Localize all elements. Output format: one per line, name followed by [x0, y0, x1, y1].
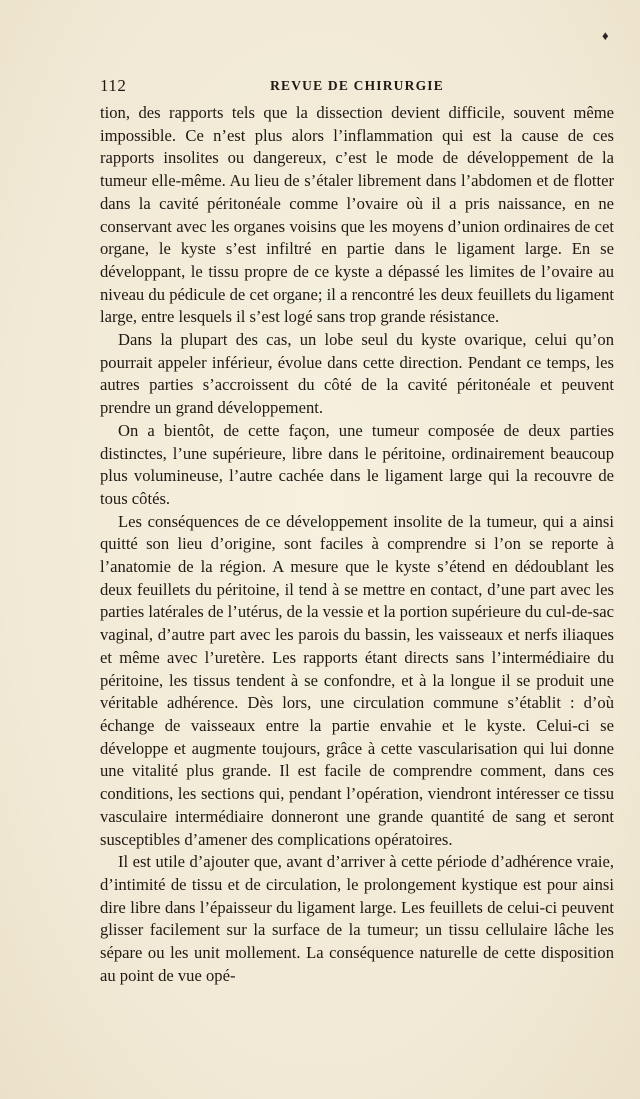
- page-number: 112: [100, 76, 127, 95]
- page-header: [100, 76, 614, 98]
- body-text: [100, 102, 614, 987]
- paragraph: Dans la plupart des cas, un lobe seul du kyste ovarique, celui qu’on pourrait appeler inférieur, évolue dans cette direction. Pendant ce temps, les autres parties s’accroissent du côté de la cavité péritonéale et peuvent prendre un grand développement.: [100, 330, 614, 418]
- paragraph-continued: tion, des rapports tels que la dissection devient difficile, souvent même impossible. Ce n’est plus alors l’inflammation qui est la cause de ces rapports insolites ou dangereux, c’est le mode de développement de la tumeur elle-même. Au lieu de s’étaler librement dans l’abdomen et de flotter dans la cavité péritonéale comme l’ovaire où il a pris naissance, en ne conservant avec les organes voisins que les moyens d’union ordinaires de cet organe, le kyste s’est infiltré en partie dans le ligament large. En se développant, le tissu propre de ce kyste a dépassé les limites de l’ovaire au niveau du pédicule de cet organe; il a rencontré les deux feuillets du ligament large, entre lesquels il s’est logé sans trop grande résistance.: [100, 103, 614, 327]
- running-head: REVUE DE CHIRURGIE: [270, 78, 444, 93]
- paragraph: Il est utile d’ajouter que, avant d’arriver à cette période d’adhérence vraie, d’intimité de tissu et de circulation, le prolongement kystique est pour ainsi dire libre dans l’épaisseur du ligament large. Les feuillets de celui-ci peuvent glisser facilement sur la surface de la tumeur; un tissu cellulaire lâche les sépare ou les unit mollement. La conséquence naturelle de cette disposition au point de vue opé-: [100, 852, 614, 985]
- corner-mark: ♦: [602, 28, 609, 43]
- paragraph: Les conséquences de ce développement insolite de la tumeur, qui a ainsi quitté son lieu d’origine, sont faciles à comprendre si l’on se reporte à l’anatomie de la région. A mesure que le kyste s’étend en dédoublant les deux feuillets du péritoine, il tend à se mettre en contact, d’une part avec les parties latérales de l’utérus, de la vessie et la portion supérieure du cul-de-sac vaginal, d’autre part avec les parois du bassin, les vaisseaux et nerfs iliaques et même avec l’uretère. Les rapports étant directs sans l’intermédiaire du péritoine, les tissus tendent à se confondre, et à la longue il se produit une véritable adhérence. Dès lors, une circulation commune s’établit : d’où échange de vaisseaux entre la partie envahie et le kyste. Celui-ci se développe et augmente toujours, grâce à cette vascularisation qui lui donne une vitalité plus grande. Il est facile de comprendre comment, dans ces conditions, les sections qui, pendant l’opération, viendront intéresser ce tissu vasculaire intermédiaire donneront une grande quantité de sang et seront susceptibles d’amener des complications opératoires.: [100, 511, 614, 849]
- paragraph: On a bientôt, de cette façon, une tumeur composée de deux parties distinctes, l’une supérieure, libre dans le péritoine, ordinairement beaucoup plus volumineuse, l’autre cachée dans le ligament large qui la recouvre de tous côtés.: [100, 420, 614, 508]
